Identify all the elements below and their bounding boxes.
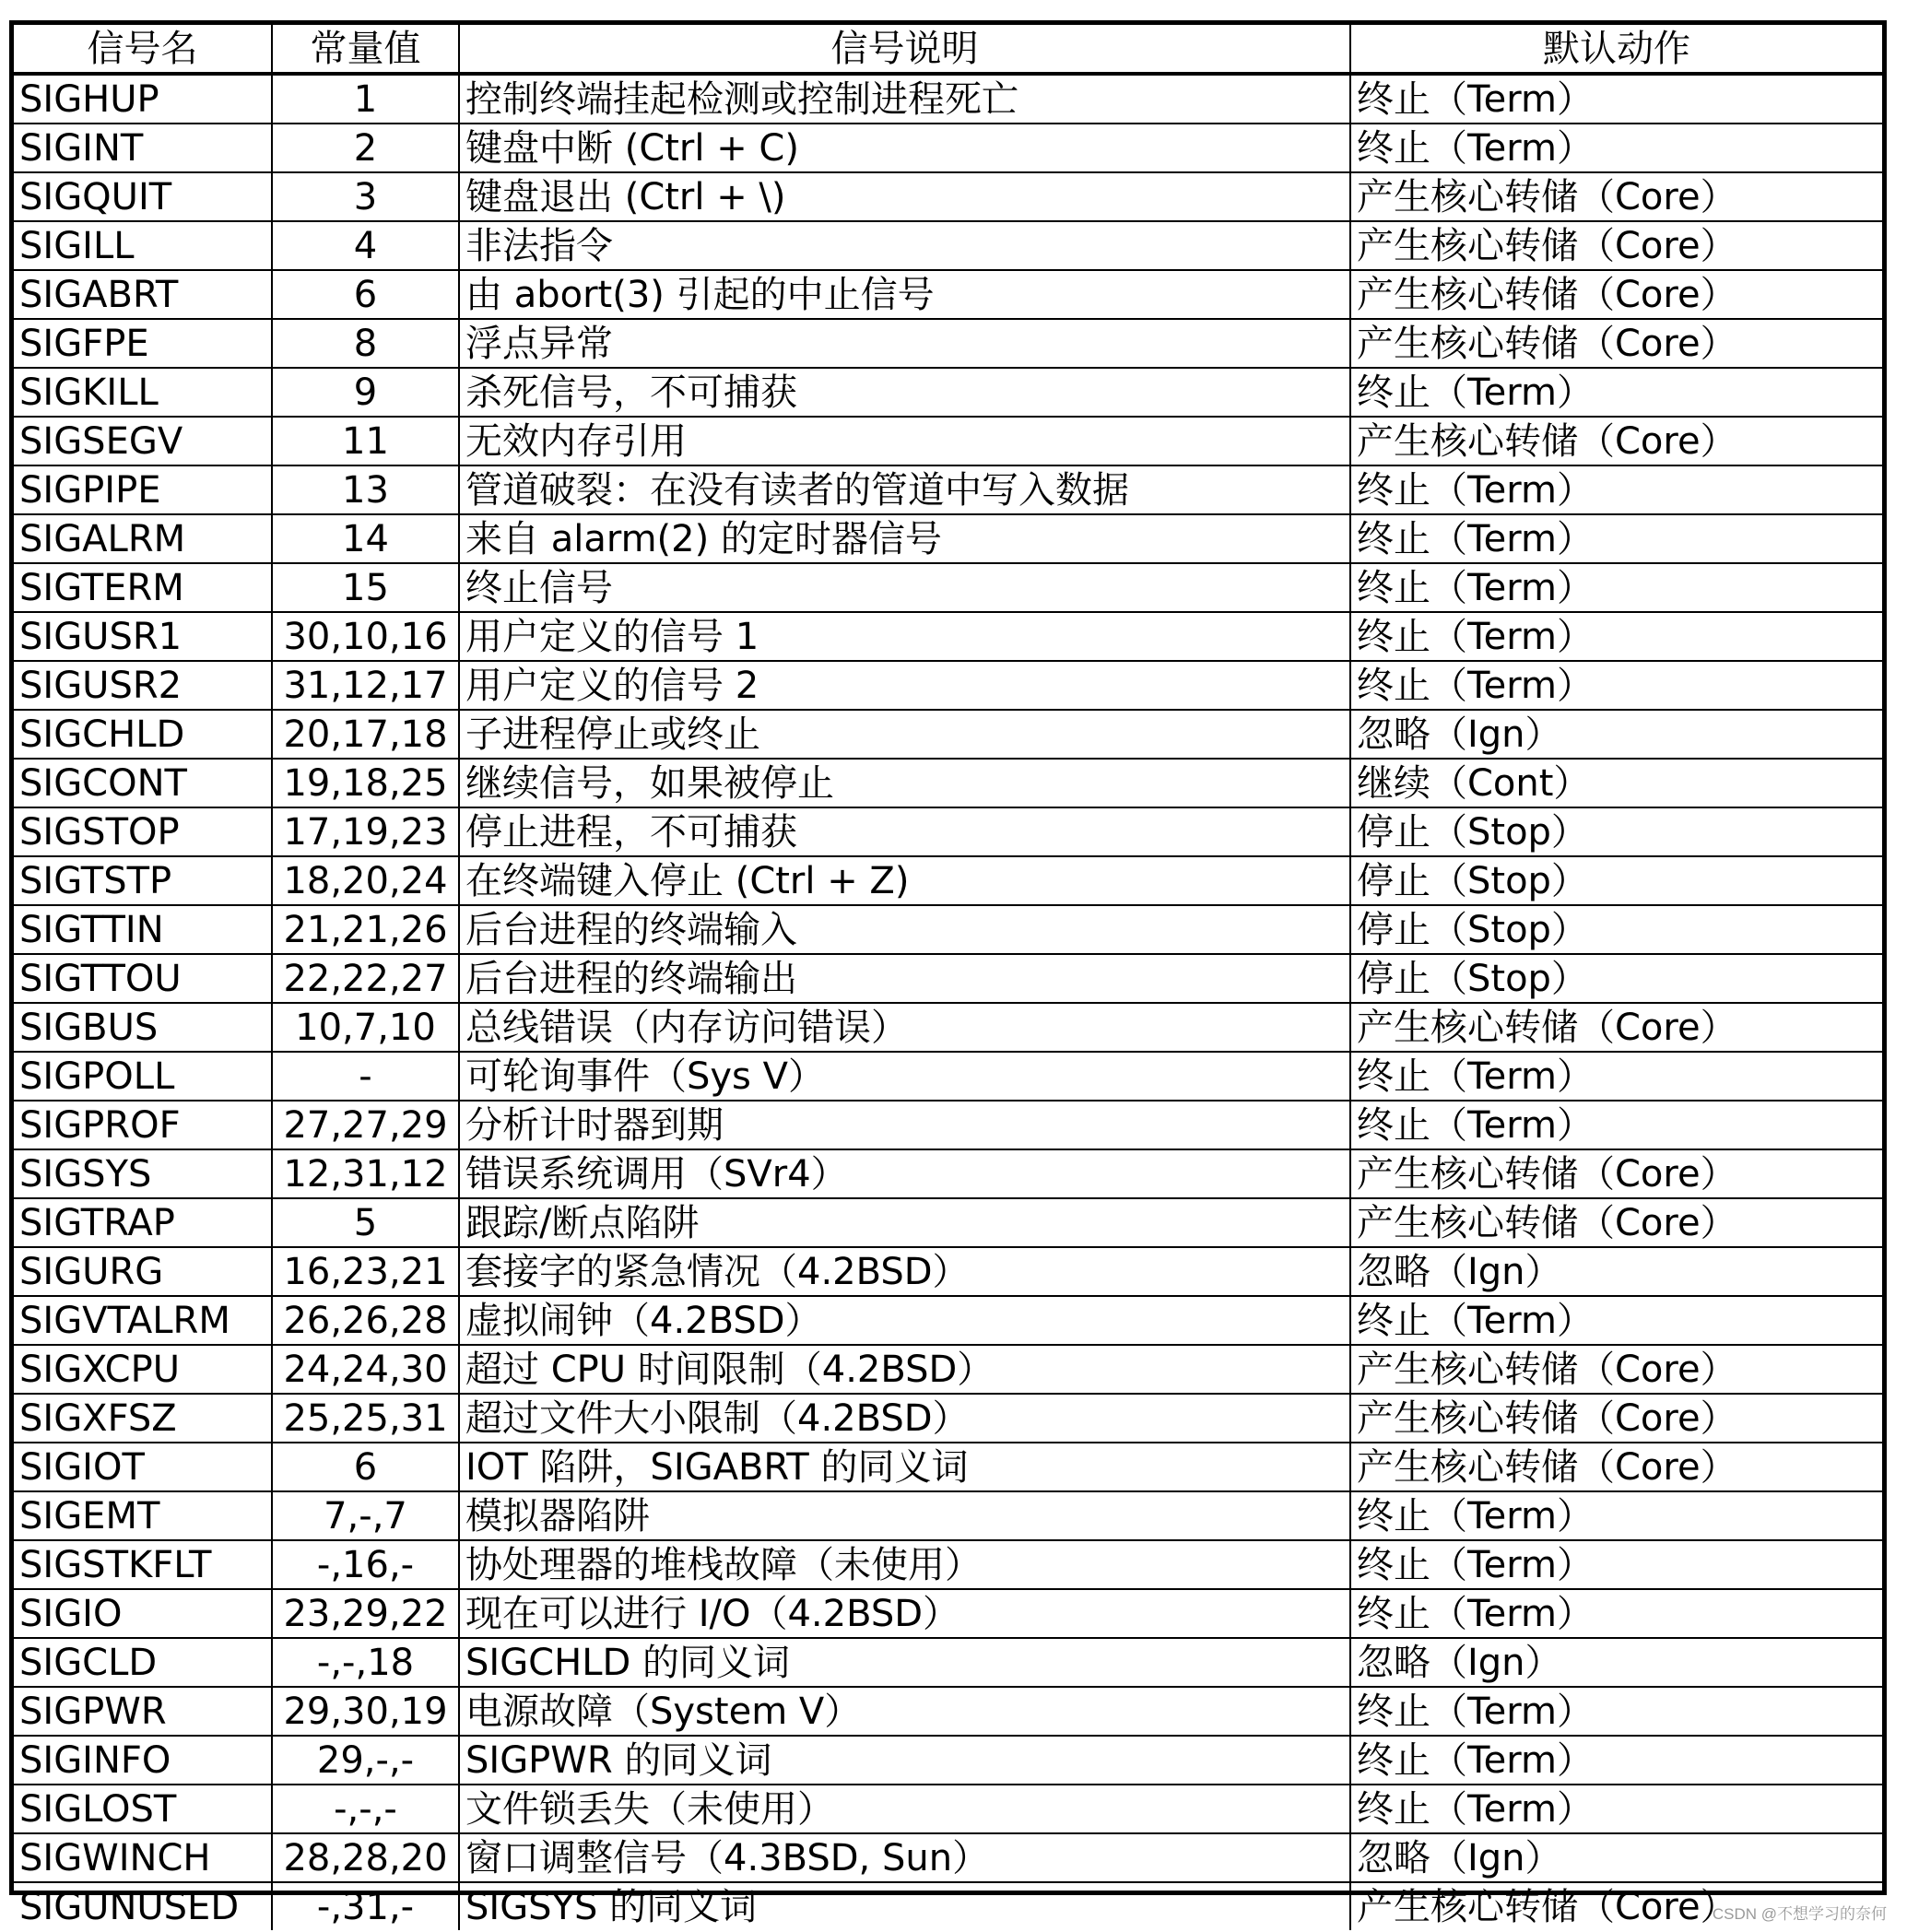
constant-value-cell: 21,21,26 — [272, 905, 459, 954]
description-cell: 控制终端挂起检测或控制进程死亡 — [459, 74, 1350, 124]
default-action-cell: 产生核心转储（Core） — [1350, 1394, 1882, 1443]
description-cell: 超过 CPU 时间限制（4.2BSD） — [459, 1345, 1350, 1394]
signal-name-cell: SIGKILL — [14, 368, 272, 417]
signal-name-cell: SIGCHLD — [14, 710, 272, 759]
default-action-cell: 终止（Term） — [1350, 124, 1882, 172]
default-action-cell: 终止（Term） — [1350, 368, 1882, 417]
description-cell: SIGSYS 的同义词 — [459, 1882, 1350, 1930]
description-cell: 文件锁丢失（未使用） — [459, 1785, 1350, 1833]
table-row — [14, 1345, 1882, 1394]
default-action-cell: 忽略（Ign） — [1350, 1833, 1882, 1882]
default-action-cell: 终止（Term） — [1350, 1687, 1882, 1736]
default-action-cell: 终止（Term） — [1350, 74, 1882, 124]
table-row — [14, 1687, 1882, 1736]
constant-value-cell: 30,10,16 — [272, 612, 459, 661]
signal-name-cell: SIGSTKFLT — [14, 1540, 272, 1589]
table-row — [14, 661, 1882, 710]
signal-name-cell: SIGUSR1 — [14, 612, 272, 661]
constant-value-cell: 15 — [272, 563, 459, 612]
description-cell: 浮点异常 — [459, 319, 1350, 368]
table-row — [14, 319, 1882, 368]
default-action-cell: 终止（Term） — [1350, 1785, 1882, 1833]
constant-value-cell: -,31,- — [272, 1882, 459, 1930]
description-cell: 用户定义的信号 1 — [459, 612, 1350, 661]
signal-name-cell: SIGCLD — [14, 1638, 272, 1687]
table-row — [14, 1052, 1882, 1101]
description-cell: 非法指令 — [459, 221, 1350, 270]
table-row — [14, 1443, 1882, 1491]
description-cell: 由 abort(3) 引起的中止信号 — [459, 270, 1350, 319]
table-body — [14, 74, 1882, 1930]
table-row — [14, 270, 1882, 319]
signal-name-cell: SIGXFSZ — [14, 1394, 272, 1443]
table-row — [14, 1882, 1882, 1930]
description-cell: 跟踪/断点陷阱 — [459, 1198, 1350, 1247]
default-action-cell: 产生核心转储（Core） — [1350, 1443, 1882, 1491]
default-action-cell: 产生核心转储（Core） — [1350, 319, 1882, 368]
constant-value-cell: 26,26,28 — [272, 1296, 459, 1345]
signal-name-cell: SIGEMT — [14, 1491, 272, 1540]
default-action-cell: 终止（Term） — [1350, 612, 1882, 661]
table-row — [14, 172, 1882, 221]
signal-name-cell: SIGIOT — [14, 1443, 272, 1491]
description-cell: 现在可以进行 I/O（4.2BSD） — [459, 1589, 1350, 1638]
constant-value-cell: 8 — [272, 319, 459, 368]
table-row — [14, 856, 1882, 905]
description-cell: 停止进程，不可捕获 — [459, 807, 1350, 856]
signal-name-cell: SIGQUIT — [14, 172, 272, 221]
constant-value-cell: 1 — [272, 74, 459, 124]
signal-name-cell: SIGLOST — [14, 1785, 272, 1833]
table-row — [14, 710, 1882, 759]
table-row — [14, 74, 1882, 124]
description-cell: 后台进程的终端输入 — [459, 905, 1350, 954]
default-action-cell: 停止（Stop） — [1350, 807, 1882, 856]
description-cell: 总线错误（内存访问错误） — [459, 1003, 1350, 1052]
description-cell: 来自 alarm(2) 的定时器信号 — [459, 514, 1350, 563]
signal-name-cell: SIGPIPE — [14, 465, 272, 514]
default-action-cell: 产生核心转储（Core） — [1350, 221, 1882, 270]
constant-value-cell: 29,-,- — [272, 1736, 459, 1785]
signal-name-cell: SIGURG — [14, 1247, 272, 1296]
constant-value-cell: 25,25,31 — [272, 1394, 459, 1443]
signal-name-cell: SIGIO — [14, 1589, 272, 1638]
signal-name-cell: SIGABRT — [14, 270, 272, 319]
table-row — [14, 1101, 1882, 1149]
table-row — [14, 1589, 1882, 1638]
default-action-cell: 停止（Stop） — [1350, 905, 1882, 954]
constant-value-cell: 12,31,12 — [272, 1149, 459, 1198]
description-cell: 无效内存引用 — [459, 417, 1350, 465]
default-action-cell: 产生核心转储（Core） — [1350, 1198, 1882, 1247]
constant-value-cell: - — [272, 1052, 459, 1101]
table-row — [14, 465, 1882, 514]
default-action-cell: 忽略（Ign） — [1350, 1638, 1882, 1687]
signal-name-cell: SIGPWR — [14, 1687, 272, 1736]
table-row — [14, 954, 1882, 1003]
signal-name-cell: SIGTSTP — [14, 856, 272, 905]
description-cell: SIGCHLD 的同义词 — [459, 1638, 1350, 1687]
signal-name-cell: SIGTTIN — [14, 905, 272, 954]
signal-name-cell: SIGXCPU — [14, 1345, 272, 1394]
header-signal-description: 信号说明 — [459, 25, 1350, 74]
description-cell: 错误系统调用（SVr4） — [459, 1149, 1350, 1198]
signal-name-cell: SIGSTOP — [14, 807, 272, 856]
constant-value-cell: 9 — [272, 368, 459, 417]
default-action-cell: 产生核心转储（Core） — [1350, 417, 1882, 465]
default-action-cell: 产生核心转储（Core） — [1350, 270, 1882, 319]
default-action-cell: 继续（Cont） — [1350, 759, 1882, 807]
default-action-cell: 终止（Term） — [1350, 1296, 1882, 1345]
table-row — [14, 1198, 1882, 1247]
table-row — [14, 368, 1882, 417]
constant-value-cell: 24,24,30 — [272, 1345, 459, 1394]
constant-value-cell: 4 — [272, 221, 459, 270]
default-action-cell: 停止（Stop） — [1350, 954, 1882, 1003]
default-action-cell: 终止（Term） — [1350, 1101, 1882, 1149]
signal-name-cell: SIGBUS — [14, 1003, 272, 1052]
signal-name-cell: SIGVTALRM — [14, 1296, 272, 1345]
table-row — [14, 1540, 1882, 1589]
default-action-cell: 终止（Term） — [1350, 1491, 1882, 1540]
header-default-action: 默认动作 — [1350, 25, 1882, 74]
constant-value-cell: 18,20,24 — [272, 856, 459, 905]
description-cell: 电源故障（System V） — [459, 1687, 1350, 1736]
table-row — [14, 612, 1882, 661]
description-cell: 超过文件大小限制（4.2BSD） — [459, 1394, 1350, 1443]
signal-name-cell: SIGINFO — [14, 1736, 272, 1785]
table-row — [14, 124, 1882, 172]
description-cell: 键盘退出 (Ctrl + \) — [459, 172, 1350, 221]
signal-name-cell: SIGPROF — [14, 1101, 272, 1149]
signal-name-cell: SIGUNUSED — [14, 1882, 272, 1930]
constant-value-cell: 2 — [272, 124, 459, 172]
header-constant-value: 常量值 — [272, 25, 459, 74]
signal-name-cell: SIGCONT — [14, 759, 272, 807]
signal-name-cell: SIGTRAP — [14, 1198, 272, 1247]
table-row — [14, 807, 1882, 856]
table-row — [14, 221, 1882, 270]
signal-name-cell: SIGALRM — [14, 514, 272, 563]
description-cell: 键盘中断 (Ctrl + C) — [459, 124, 1350, 172]
constant-value-cell: 22,22,27 — [272, 954, 459, 1003]
default-action-cell: 终止（Term） — [1350, 1052, 1882, 1101]
description-cell: 子进程停止或终止 — [459, 710, 1350, 759]
table-row — [14, 759, 1882, 807]
signal-table — [14, 25, 1882, 1930]
description-cell: 在终端键入停止 (Ctrl + Z) — [459, 856, 1350, 905]
table-row — [14, 1491, 1882, 1540]
table-row — [14, 1003, 1882, 1052]
table-row — [14, 1296, 1882, 1345]
signal-name-cell: SIGWINCH — [14, 1833, 272, 1882]
default-action-cell: 终止（Term） — [1350, 1589, 1882, 1638]
description-cell: 后台进程的终端输出 — [459, 954, 1350, 1003]
description-cell: 窗口调整信号（4.3BSD, Sun） — [459, 1833, 1350, 1882]
constant-value-cell: 19,18,25 — [272, 759, 459, 807]
table-row — [14, 1638, 1882, 1687]
table-row — [14, 1247, 1882, 1296]
signal-name-cell: SIGPOLL — [14, 1052, 272, 1101]
constant-value-cell: -,-,18 — [272, 1638, 459, 1687]
signal-name-cell: SIGTTOU — [14, 954, 272, 1003]
signal-name-cell: SIGFPE — [14, 319, 272, 368]
description-cell: 终止信号 — [459, 563, 1350, 612]
constant-value-cell: -,16,- — [272, 1540, 459, 1589]
signal-name-cell: SIGUSR2 — [14, 661, 272, 710]
table-row — [14, 514, 1882, 563]
description-cell: 协处理器的堆栈故障（未使用） — [459, 1540, 1350, 1589]
description-cell: 虚拟闹钟（4.2BSD） — [459, 1296, 1350, 1345]
default-action-cell: 忽略（Ign） — [1350, 1247, 1882, 1296]
constant-value-cell: 6 — [272, 270, 459, 319]
constant-value-cell: 20,17,18 — [272, 710, 459, 759]
signal-name-cell: SIGSYS — [14, 1149, 272, 1198]
table-header — [14, 25, 1882, 74]
header-signal-name: 信号名 — [14, 25, 272, 74]
description-cell: 用户定义的信号 2 — [459, 661, 1350, 710]
description-cell: 套接字的紧急情况（4.2BSD） — [459, 1247, 1350, 1296]
description-cell: 可轮询事件（Sys V） — [459, 1052, 1350, 1101]
constant-value-cell: 6 — [272, 1443, 459, 1491]
constant-value-cell: 27,27,29 — [272, 1101, 459, 1149]
default-action-cell: 终止（Term） — [1350, 1540, 1882, 1589]
watermark-text: CSDN @不想学习的奈何 — [1712, 1905, 1887, 1923]
description-cell: 分析计时器到期 — [459, 1101, 1350, 1149]
default-action-cell: 产生核心转储（Core） — [1350, 1003, 1882, 1052]
default-action-cell: 忽略（Ign） — [1350, 710, 1882, 759]
description-cell: SIGPWR 的同义词 — [459, 1736, 1350, 1785]
constant-value-cell: 7,-,7 — [272, 1491, 459, 1540]
table-row — [14, 905, 1882, 954]
constant-value-cell: 5 — [272, 1198, 459, 1247]
table-row — [14, 1149, 1882, 1198]
description-cell: 杀死信号，不可捕获 — [459, 368, 1350, 417]
description-cell: 模拟器陷阱 — [459, 1491, 1350, 1540]
description-cell: 继续信号，如果被停止 — [459, 759, 1350, 807]
default-action-cell: 终止（Term） — [1350, 661, 1882, 710]
default-action-cell: 产生核心转储（Core） — [1350, 1345, 1882, 1394]
constant-value-cell: 13 — [272, 465, 459, 514]
default-action-cell: 产生核心转储（Core） — [1350, 172, 1882, 221]
table-row — [14, 417, 1882, 465]
table-row — [14, 1736, 1882, 1785]
table-row — [14, 1785, 1882, 1833]
header-row — [14, 25, 1882, 74]
table-row — [14, 563, 1882, 612]
default-action-cell: 停止（Stop） — [1350, 856, 1882, 905]
constant-value-cell: 3 — [272, 172, 459, 221]
constant-value-cell: 28,28,20 — [272, 1833, 459, 1882]
description-cell: IOT 陷阱，SIGABRT 的同义词 — [459, 1443, 1350, 1491]
default-action-cell: 产生核心转储（Core） — [1350, 1882, 1882, 1930]
signal-name-cell: SIGILL — [14, 221, 272, 270]
constant-value-cell: 14 — [272, 514, 459, 563]
default-action-cell: 终止（Term） — [1350, 1736, 1882, 1785]
table-row — [14, 1394, 1882, 1443]
table-row — [14, 1833, 1882, 1882]
constant-value-cell: 23,29,22 — [272, 1589, 459, 1638]
signal-name-cell: SIGHUP — [14, 74, 272, 124]
default-action-cell: 产生核心转储（Core） — [1350, 1149, 1882, 1198]
constant-value-cell: 16,23,21 — [272, 1247, 459, 1296]
constant-value-cell: -,-,- — [272, 1785, 459, 1833]
constant-value-cell: 10,7,10 — [272, 1003, 459, 1052]
signal-name-cell: SIGINT — [14, 124, 272, 172]
constant-value-cell: 11 — [272, 417, 459, 465]
default-action-cell: 终止（Term） — [1350, 514, 1882, 563]
signal-name-cell: SIGTERM — [14, 563, 272, 612]
signal-name-cell: SIGSEGV — [14, 417, 272, 465]
constant-value-cell: 31,12,17 — [272, 661, 459, 710]
constant-value-cell: 29,30,19 — [272, 1687, 459, 1736]
description-cell: 管道破裂：在没有读者的管道中写入数据 — [459, 465, 1350, 514]
default-action-cell: 终止（Term） — [1350, 465, 1882, 514]
default-action-cell: 终止（Term） — [1350, 563, 1882, 612]
constant-value-cell: 17,19,23 — [272, 807, 459, 856]
